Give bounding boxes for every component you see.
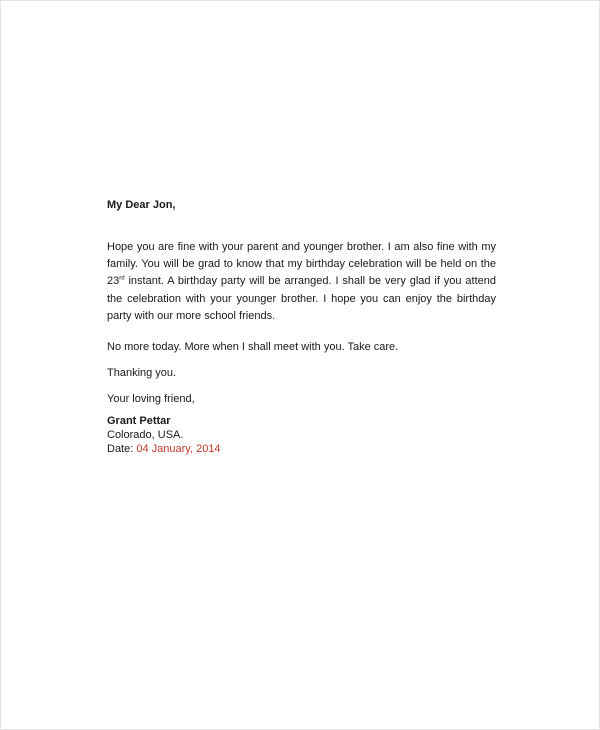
date-label: Date: xyxy=(107,443,137,456)
sender-location: Colorado, USA. xyxy=(107,429,184,442)
signature-name: Grant Pettar xyxy=(107,415,171,428)
letter-body xyxy=(107,198,496,456)
thanks-line: Thanking you. xyxy=(107,367,177,380)
paragraph-farewell: No more today. More when I shall meet with you. Take care. xyxy=(107,341,399,354)
paragraph-invitation-part1: Hope you are fine with your parent and younger brother. I am also fine with my family. You will be grad to know that my birthday celebration will be held on the 23 xyxy=(107,241,496,288)
closing-line: Your loving friend, xyxy=(107,393,195,406)
date-value: 04 January, 2014 xyxy=(136,443,221,456)
ordinal-superscript: rd xyxy=(119,275,125,282)
date-line xyxy=(107,442,496,456)
paragraph-invitation-part2: instant. A birthday party will be arranged. I shall be very glad if you attend the celebration with your younger brother. I hope you can enjoy the birthday party with our more school friends. xyxy=(107,275,496,322)
salutation: My Dear Jon, xyxy=(107,199,176,211)
paragraph-invitation xyxy=(107,239,496,325)
